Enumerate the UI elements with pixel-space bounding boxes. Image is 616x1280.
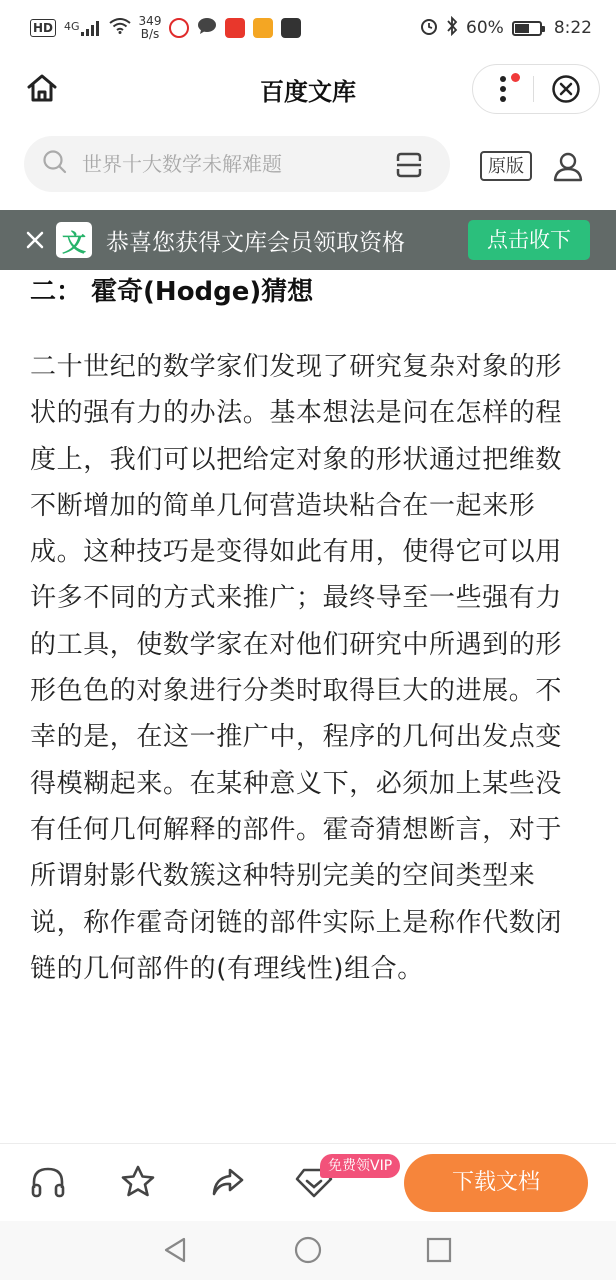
- title-bar: [0, 56, 616, 120]
- battery-percent: 60%: [466, 18, 504, 38]
- article-content: [30, 270, 586, 992]
- page-title: 百度文库: [260, 78, 356, 106]
- share-icon[interactable]: [208, 1162, 248, 1202]
- more-options-icon[interactable]: [473, 64, 533, 114]
- hd-indicator: HD: [30, 19, 56, 37]
- network-type: 4G: [64, 20, 80, 33]
- banner-close-icon[interactable]: [22, 227, 48, 253]
- headphones-icon[interactable]: [28, 1162, 68, 1202]
- news-app-icon: [253, 18, 273, 38]
- status-right: [420, 16, 592, 41]
- system-navigation-bar: [0, 1221, 616, 1280]
- search-input[interactable]: [82, 152, 342, 176]
- article-paragraph: 二十世纪的数学家们发现了研究复杂对象的形状的强有力的办法。基本想法是问在怎样的程度上，我们可以把给定对象的形状通过把维数不断增加的简单几何营造块粘合在一起来形成。这种技巧是变得如此有用，使得它可以用许多不同的方式来推广；最终导至一些强有力的工具，使数学家在对他们研究中所遇到的形形色色的对象进行分类时取得巨大的进展。不幸的是，在这一推广中，程序的几何出发点变得模糊起来。在某种意义下，必须加上某些没有任何几何解释的部件。霍奇猜想断言，对于所谓射影代数簇这种特别完美的空间类型来说，称作霍奇闭链的部件实际上是称作代数闭链的几何部件的(有理线性)组合。: [30, 352, 563, 984]
- search-row: [0, 120, 616, 208]
- recents-icon[interactable]: [424, 1235, 454, 1265]
- status-bar: [0, 0, 616, 56]
- notification-dot: [511, 73, 520, 82]
- claim-button[interactable]: 点击收下: [468, 220, 590, 260]
- section-heading: 二： 霍奇(Hodge)猜想: [30, 277, 314, 307]
- bottom-toolbar: [0, 1143, 616, 1221]
- home-nav-icon[interactable]: [293, 1235, 323, 1265]
- scan-icon[interactable]: [394, 150, 424, 180]
- chat-icon: [197, 17, 217, 40]
- battery-icon: [512, 21, 542, 36]
- battery-level: [515, 24, 529, 33]
- baidu-app-icon: [281, 18, 301, 38]
- network-speed: [139, 15, 162, 41]
- banner-text: 恭喜您获得文库会员领取资格: [106, 229, 405, 256]
- alarm-icon: [420, 17, 438, 40]
- network-speed-value: 349: [138, 14, 162, 28]
- bluetooth-icon: [446, 16, 458, 41]
- original-version-button[interactable]: 原版: [480, 151, 532, 181]
- search-box[interactable]: [24, 136, 450, 192]
- mini-program-capsule: [472, 64, 600, 114]
- wifi-icon: [109, 18, 131, 39]
- netease-app-icon: [169, 18, 189, 38]
- close-icon[interactable]: [534, 64, 599, 114]
- membership-banner: [0, 210, 616, 270]
- network-speed-unit: B/s: [140, 27, 160, 41]
- user-icon[interactable]: [552, 150, 584, 182]
- search-icon: [42, 149, 68, 179]
- status-left: [30, 15, 301, 41]
- back-icon[interactable]: [160, 1235, 190, 1265]
- clock: 8:22: [553, 18, 592, 38]
- download-document-button[interactable]: 下载文档: [404, 1154, 588, 1212]
- free-vip-badge[interactable]: 免费领VIP: [320, 1154, 400, 1178]
- music-app-icon: [225, 18, 245, 38]
- favorite-star-icon[interactable]: [118, 1162, 158, 1202]
- wenku-logo-icon: 文: [56, 222, 92, 258]
- signal-icon: [64, 20, 101, 36]
